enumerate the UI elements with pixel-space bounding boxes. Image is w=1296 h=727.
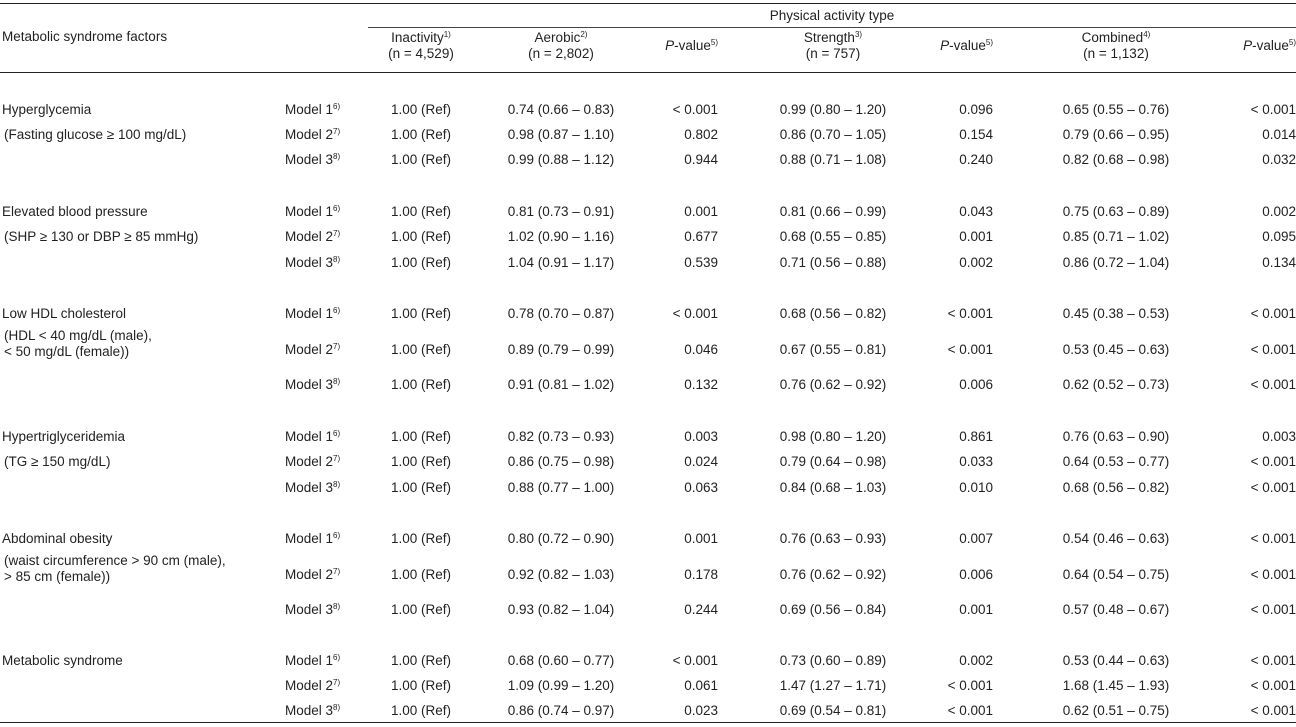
table-cell: < 0.001 — [1250, 306, 1296, 321]
table-cell: 0.76 (0.63 – 0.93) — [779, 531, 887, 546]
table-cell: 0.53 (0.45 – 0.63) — [1062, 342, 1170, 357]
model-sup: 7) — [333, 454, 341, 463]
table-cell: 0.002 — [1262, 204, 1296, 219]
table-cell: 1.00 (Ref) — [390, 480, 452, 495]
table-cell: 0.54 (0.46 – 0.63) — [1062, 531, 1170, 546]
model-label: Model 1$^{6)}$ — [285, 653, 341, 668]
table-cell: 0.046 — [684, 342, 718, 357]
model-sup: 7) — [333, 567, 341, 576]
model-sup: 6) — [333, 306, 341, 315]
table-cell: 0.68 (0.56 – 0.82) — [779, 306, 887, 321]
column-header-sup: 3) — [854, 30, 863, 39]
table-cell: 0.061 — [684, 678, 718, 693]
column-header-sup: 5) — [985, 38, 993, 47]
table-cell: 0.003 — [1262, 429, 1296, 444]
column-header-sup: 4) — [1143, 30, 1151, 39]
model-label: Model 1$^{6)}$ — [285, 102, 341, 117]
model-label: Model 2$^{7)}$ — [285, 229, 341, 244]
model-sup: 8) — [333, 255, 341, 264]
table-cell: 0.001 — [684, 204, 718, 219]
table-cell: 1.00 (Ref) — [390, 127, 452, 142]
model-label: Model 2$^{7)}$ — [285, 127, 341, 142]
table-cell: 0.98 (0.80 – 1.20) — [779, 429, 887, 444]
column-header-n: (n = 757) — [805, 46, 861, 61]
column-header-n: (n = 4,529) — [388, 46, 454, 61]
table-cell: 0.62 (0.52 – 0.73) — [1062, 377, 1170, 392]
table-cell: 0.014 — [1262, 127, 1296, 142]
table-cell: 1.00 (Ref) — [390, 602, 452, 617]
model-label: Model 1$^{6)}$ — [285, 531, 341, 546]
table-cell: 0.244 — [684, 602, 718, 617]
top-rule — [0, 3, 1296, 4]
table-cell: 1.00 (Ref) — [390, 377, 452, 392]
model-label: Model 3$^{8)}$ — [285, 152, 341, 167]
table-cell: 1.00 (Ref) — [390, 703, 452, 718]
table-cell: 0.82 (0.73 – 0.93) — [507, 429, 615, 444]
model-label: Model 3$^{8)}$ — [285, 602, 341, 617]
table-cell: 0.73 (0.60 – 0.89) — [779, 653, 887, 668]
table-cell: < 0.001 — [1250, 678, 1296, 693]
table-cell: < 0.001 — [1250, 602, 1296, 617]
factor-column-header: Metabolic syndrome factors — [2, 29, 168, 44]
table-cell: < 0.001 — [1250, 102, 1296, 117]
table-cell: 0.944 — [684, 152, 718, 167]
table-cell: 0.86 (0.72 – 1.04) — [1062, 255, 1170, 270]
table-cell: < 0.001 — [672, 306, 718, 321]
table-cell: < 0.001 — [1250, 454, 1296, 469]
model-label: Model 3$^{8)}$ — [285, 377, 341, 392]
table-cell: 0.063 — [684, 480, 718, 495]
table-cell: < 0.001 — [672, 653, 718, 668]
table-cell: 0.80 (0.72 – 0.90) — [507, 531, 615, 546]
group-header-title: Physical activity type — [769, 8, 895, 23]
table-cell: 0.134 — [1262, 255, 1296, 270]
table-cell: 0.76 (0.62 – 0.92) — [779, 567, 887, 582]
bottom-rule — [0, 722, 1296, 723]
table-cell: 1.00 (Ref) — [390, 204, 452, 219]
table-cell: < 0.001 — [1250, 342, 1296, 357]
factor-criteria: (Fasting glucose ≥ 100 mg/dL) — [4, 127, 187, 142]
table-cell: 0.57 (0.48 – 0.67) — [1062, 602, 1170, 617]
table-cell: 0.84 (0.68 – 1.03) — [779, 480, 887, 495]
table-cell: 0.45 (0.38 – 0.53) — [1062, 306, 1170, 321]
table-cell: 1.00 (Ref) — [390, 229, 452, 244]
table-cell: 0.88 (0.71 – 1.08) — [779, 152, 887, 167]
table-cell: 0.69 (0.56 – 0.84) — [779, 602, 887, 617]
table-cell: 0.64 (0.54 – 0.75) — [1062, 567, 1170, 582]
factor-criteria: (HDL < 40 mg/dL (male), — [4, 328, 152, 343]
table-cell: 0.002 — [959, 255, 993, 270]
factor-name: Metabolic syndrome — [2, 653, 123, 668]
table-cell: 0.024 — [684, 454, 718, 469]
factor-criteria: > 85 cm (female)) — [4, 569, 111, 584]
table-cell: 0.677 — [684, 229, 718, 244]
model-label: Model 2$^{7)}$ — [285, 342, 341, 357]
factor-name: Low HDL cholesterol — [2, 306, 127, 321]
table-cell: < 0.001 — [1250, 480, 1296, 495]
table-cell: 1.00 (Ref) — [390, 531, 452, 546]
column-header-label: Combined$^{4)}$ — [1081, 30, 1151, 45]
table-cell: 0.99 (0.80 – 1.20) — [779, 102, 887, 117]
model-sup: 7) — [333, 342, 341, 351]
table-cell: 1.02 (0.90 – 1.16) — [507, 229, 615, 244]
model-sup: 8) — [333, 377, 341, 386]
table-cell: 0.92 (0.82 – 1.03) — [507, 567, 615, 582]
model-sup: 8) — [333, 703, 341, 712]
table-cell: 0.81 (0.73 – 0.91) — [507, 204, 615, 219]
table-cell: 1.00 (Ref) — [390, 306, 452, 321]
table-cell: 0.86 (0.74 – 0.97) — [507, 703, 615, 718]
model-sup: 7) — [333, 678, 341, 687]
table-cell: 0.68 (0.60 – 0.77) — [507, 653, 615, 668]
table-cell: 0.68 (0.56 – 0.82) — [1062, 480, 1170, 495]
table-cell: 1.00 (Ref) — [390, 653, 452, 668]
table-cell: 1.00 (Ref) — [390, 429, 452, 444]
table-cell: 0.010 — [959, 480, 993, 495]
table-cell: 0.99 (0.88 – 1.12) — [507, 152, 615, 167]
model-sup: 6) — [333, 531, 341, 540]
model-sup: 8) — [333, 480, 341, 489]
group-underline — [368, 27, 1296, 28]
table-cell: 1.00 (Ref) — [390, 454, 452, 469]
model-sup: 6) — [333, 102, 341, 111]
factor-name: Elevated blood pressure — [2, 204, 148, 219]
model-sup: 8) — [333, 152, 341, 161]
table-cell: 0.79 (0.66 – 0.95) — [1062, 127, 1170, 142]
table-cell: 0.006 — [959, 377, 993, 392]
model-sup: 7) — [333, 127, 341, 136]
column-header-pvalue: P-value$^{5)}$ — [940, 38, 993, 53]
table-cell: 1.00 (Ref) — [390, 152, 452, 167]
table-cell: 0.88 (0.77 – 1.00) — [507, 480, 615, 495]
column-header-label: Strength$^{3)}$ — [803, 30, 863, 45]
factor-name: Abdominal obesity — [2, 531, 113, 546]
table-cell: 0.023 — [684, 703, 718, 718]
column-header-label: Aerobic$^{2)}$ — [534, 30, 588, 45]
column-header-n: (n = 1,132) — [1083, 46, 1149, 61]
column-header-n: (n = 2,802) — [528, 46, 594, 61]
factor-criteria: (SHP ≥ 130 or DBP ≥ 85 mmHg) — [4, 229, 199, 244]
table-cell: 0.76 (0.62 – 0.92) — [779, 377, 887, 392]
table-cell: 0.032 — [1262, 152, 1296, 167]
factor-name: Hypertriglyceridemia — [2, 429, 126, 444]
table-cell: 0.93 (0.82 – 1.04) — [507, 602, 615, 617]
table-cell: < 0.001 — [672, 102, 718, 117]
table-cell: 0.001 — [959, 229, 993, 244]
column-header-pvalue: P-value$^{5)}$ — [1243, 38, 1296, 53]
table-cell: < 0.001 — [1250, 653, 1296, 668]
table-cell: 0.65 (0.55 – 0.76) — [1062, 102, 1170, 117]
table-cell: 0.861 — [959, 429, 993, 444]
model-label: Model 1$^{6)}$ — [285, 204, 341, 219]
table-cell: 0.71 (0.56 – 0.88) — [779, 255, 887, 270]
model-sup: 8) — [333, 602, 341, 611]
header-bottom-rule — [0, 72, 1296, 73]
table-cell: 1.00 (Ref) — [390, 678, 452, 693]
column-header-label: Inactivity$^{1)}$ — [391, 30, 451, 45]
table-cell: 0.132 — [684, 377, 718, 392]
table-cell: < 0.001 — [947, 678, 993, 693]
column-header-sup: 2) — [580, 30, 588, 39]
table-cell: 0.007 — [959, 531, 993, 546]
table-cell: 0.53 (0.44 – 0.63) — [1062, 653, 1170, 668]
model-label: Model 3$^{8)}$ — [285, 480, 341, 495]
table-cell: 0.178 — [684, 567, 718, 582]
table-cell: 1.00 (Ref) — [390, 102, 452, 117]
table-cell: 0.095 — [1262, 229, 1296, 244]
table-cell: 0.82 (0.68 – 0.98) — [1062, 152, 1170, 167]
column-header-sup: 1) — [443, 30, 451, 39]
factor-criteria: (waist circumference > 90 cm (male), — [4, 553, 226, 568]
table-cell: 1.47 (1.27 – 1.71) — [779, 678, 887, 693]
table-cell: 0.67 (0.55 – 0.81) — [779, 342, 887, 357]
table-cell: 1.04 (0.91 – 1.17) — [507, 255, 615, 270]
factor-name: Hyperglycemia — [2, 102, 92, 117]
table-cell: 0.86 (0.75 – 0.98) — [507, 454, 615, 469]
table-cell: 0.79 (0.64 – 0.98) — [779, 454, 887, 469]
table-cell: < 0.001 — [1250, 567, 1296, 582]
table-cell: 0.91 (0.81 – 1.02) — [507, 377, 615, 392]
table-cell: 0.154 — [959, 127, 993, 142]
model-label: Model 2$^{7)}$ — [285, 678, 341, 693]
table-cell: 0.62 (0.51 – 0.75) — [1062, 703, 1170, 718]
table-cell: 0.802 — [684, 127, 718, 142]
model-sup: 6) — [333, 653, 341, 662]
model-label: Model 1$^{6)}$ — [285, 306, 341, 321]
table-cell: 0.001 — [959, 602, 993, 617]
table-cell: < 0.001 — [1250, 531, 1296, 546]
table-cell: < 0.001 — [1250, 703, 1296, 718]
model-label: Model 1$^{6)}$ — [285, 429, 341, 444]
table-cell: < 0.001 — [947, 703, 993, 718]
table-cell: 0.096 — [959, 102, 993, 117]
table-cell: 1.00 (Ref) — [390, 255, 452, 270]
table-cell: 0.001 — [684, 531, 718, 546]
table-cell: 0.003 — [684, 429, 718, 444]
column-header-sup: 5) — [710, 38, 718, 47]
column-header-italic-p: P — [940, 38, 950, 53]
table-cell: 0.98 (0.87 – 1.10) — [507, 127, 615, 142]
factor-criteria: < 50 mg/dL (female)) — [4, 344, 130, 359]
table-cell: 0.68 (0.55 – 0.85) — [779, 229, 887, 244]
table-cell: < 0.001 — [1250, 377, 1296, 392]
model-sup: 7) — [333, 229, 341, 238]
model-sup: 6) — [333, 204, 341, 213]
table-cell: 0.76 (0.63 – 0.90) — [1062, 429, 1170, 444]
table-cell: 0.81 (0.66 – 0.99) — [779, 204, 887, 219]
column-header-pvalue: P-value$^{5)}$ — [665, 38, 718, 53]
column-header-italic-p: P — [665, 38, 675, 53]
model-label: Model 2$^{7)}$ — [285, 567, 341, 582]
column-header-sup: 5) — [1288, 38, 1296, 47]
table-cell: 0.240 — [959, 152, 993, 167]
model-label: Model 2$^{7)}$ — [285, 454, 341, 469]
table-cell: 1.68 (1.45 – 1.93) — [1062, 678, 1170, 693]
table-cell: 0.86 (0.70 – 1.05) — [779, 127, 887, 142]
column-header-italic-p: P — [1243, 38, 1253, 53]
table-cell: 0.033 — [959, 454, 993, 469]
table-cell: 0.69 (0.54 – 0.81) — [779, 703, 887, 718]
factor-criteria: (TG ≥ 150 mg/dL) — [4, 454, 111, 469]
table-cell: 0.89 (0.79 – 0.99) — [507, 342, 615, 357]
model-label: Model 3$^{8)}$ — [285, 255, 341, 270]
table-cell: 0.74 (0.66 – 0.83) — [507, 102, 615, 117]
model-sup: 6) — [333, 429, 341, 438]
table-cell: 1.09 (0.99 – 1.20) — [507, 678, 615, 693]
table-cell: 0.043 — [959, 204, 993, 219]
table-cell: 1.00 (Ref) — [390, 567, 452, 582]
table-cell: 0.002 — [959, 653, 993, 668]
table-cell: 0.006 — [959, 567, 993, 582]
table-cell: < 0.001 — [947, 342, 993, 357]
table-cell: 0.85 (0.71 – 1.02) — [1062, 229, 1170, 244]
table-cell: 0.64 (0.53 – 0.77) — [1062, 454, 1170, 469]
table-cell: 0.539 — [684, 255, 718, 270]
model-label: Model 3$^{8)}$ — [285, 703, 341, 718]
table-cell: 0.75 (0.63 – 0.89) — [1062, 204, 1170, 219]
table-cell: 1.00 (Ref) — [390, 342, 452, 357]
table-cell: 0.78 (0.70 – 0.87) — [507, 306, 615, 321]
table-cell: < 0.001 — [947, 306, 993, 321]
